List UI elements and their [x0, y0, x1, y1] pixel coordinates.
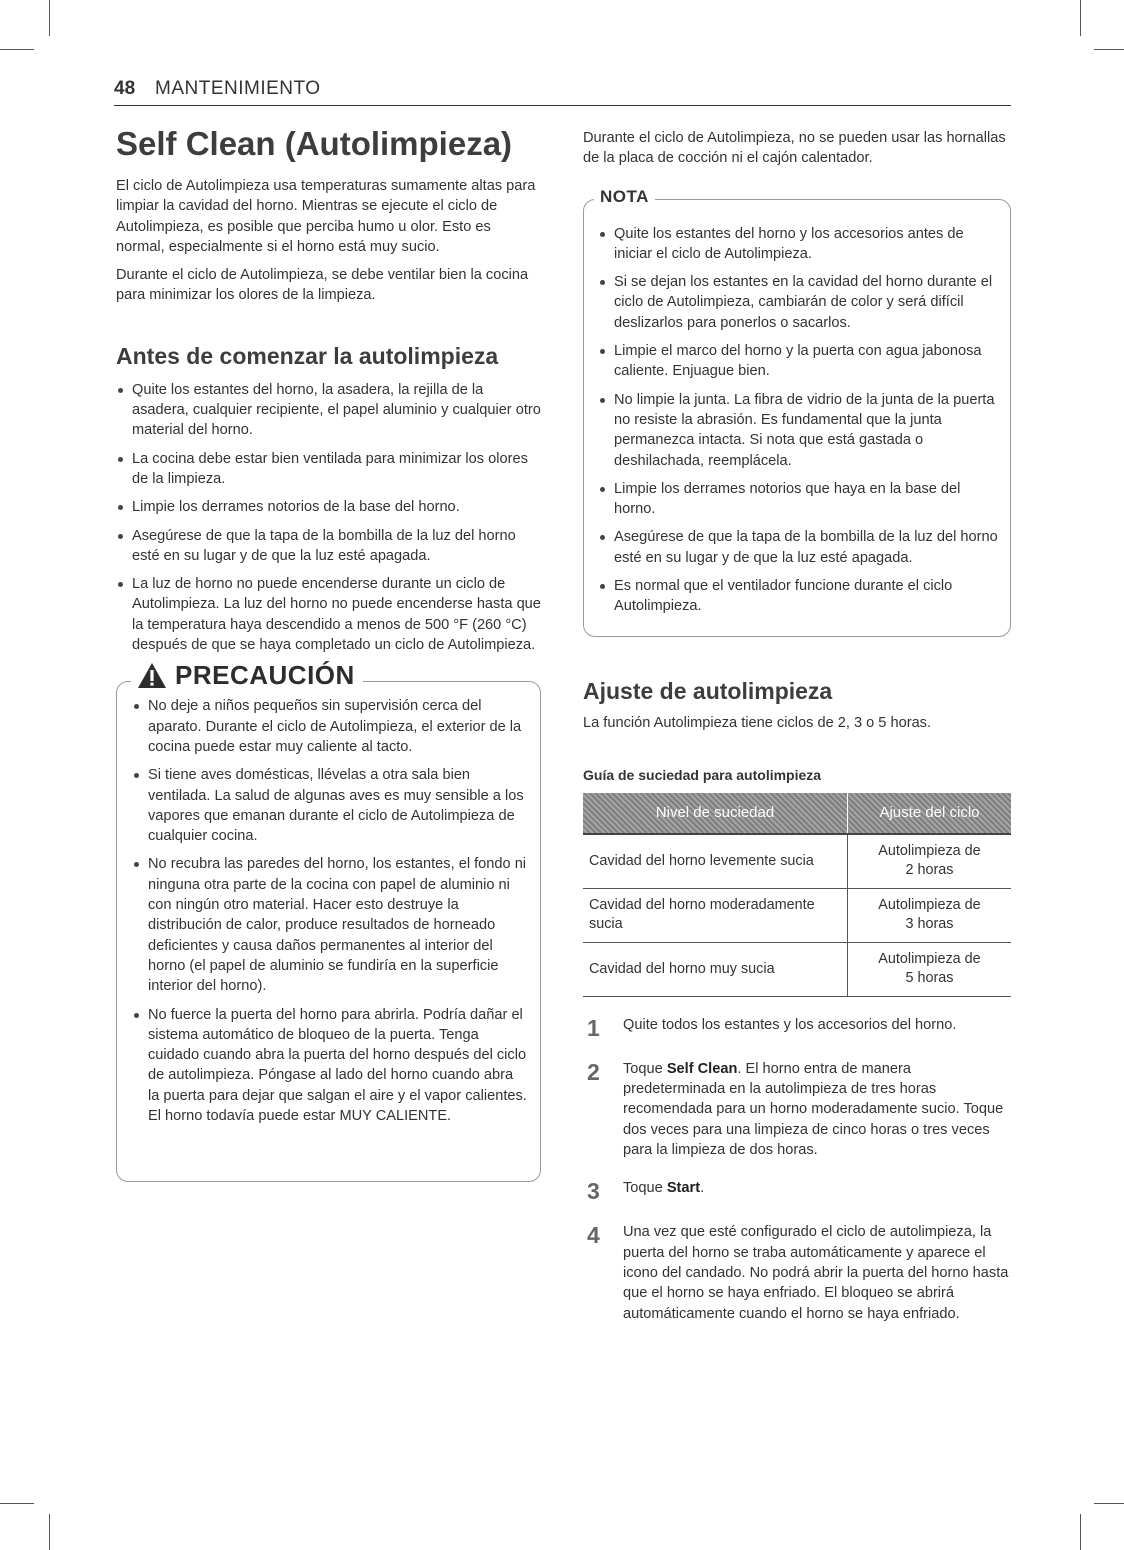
- right-intro: Durante el ciclo de Autolimpieza, no se pueden usar las hornallas de la placa de cocción ni el cajón calentador.: [583, 130, 1006, 167]
- crop-mark: [0, 1503, 34, 1504]
- list-item: Quite los estantes del horno, la asadera, la rejilla de la asadera, cualquier recipiente, el papel aluminio y cualquier otro material del horno.: [116, 380, 541, 441]
- soil-level-cell: Cavidad del horno levemente sucia: [583, 834, 848, 889]
- list-item: No deje a niños pequeños sin supervisión cerca del aparato. Durante el ciclo de Autolimpieza, el exterior de la cocina puede estar muy caliente al tacto.: [132, 696, 528, 757]
- column-header-setting: Ajuste del ciclo: [848, 793, 1012, 834]
- crop-mark: [49, 0, 50, 36]
- intro-paragraph: El ciclo de Autolimpieza usa temperaturas sumamente altas para limpiar la cavidad del horno. Mientras se ejecute el ciclo de Autolimpieza, es posible que perciba humo u olor. Esto es normal, especialmente si el horno está muy sucio.: [116, 178, 536, 255]
- list-item: No fuerce la puerta del horno para abrirla. Podría dañar el sistema automático de bloqueo de la puerta. Tenga cuidado cuando abra la puerta del horno después del ciclo de autolimpieza. Póngase al lado del horno cuando abra la puerta para dejar que salgan el aire y el vapor calientes. El horno todavía puede estar MUY CALIENTE.: [132, 1005, 528, 1127]
- list-item: Asegúrese de que la tapa de la bombilla de la luz del horno esté en su lugar y de que la luz esté apagada.: [116, 526, 541, 567]
- page-number: 48: [114, 78, 136, 99]
- section-name: MANTENIMIENTO: [155, 78, 321, 99]
- note-title: NOTA: [594, 187, 655, 207]
- step-text-part: . El horno entra de manera predeterminada en la autolimpieza de tres horas recomendada para un horno moderadamente sucio. Toque dos veces para una limpieza de cinco horas o tres veces para la limpieza de dos horas.: [623, 1060, 1004, 1159]
- guide-title: Guía de suciedad para autolimpieza: [583, 766, 822, 783]
- before-list: [116, 380, 541, 656]
- table-header-row: [583, 793, 1011, 834]
- cycle-setting-line: Autolimpieza de: [878, 951, 981, 968]
- step-text-part: Una vez que esté configurado el ciclo de autolimpieza, la puerta del horno se traba automáticamente y aparece el icono del candado. No podrá abrir la puerta del horno hasta que el horno se haya enfriado. El bloqueo se abrirá automáticamente cuando el horno se haya enfriado.: [623, 1224, 1009, 1322]
- list-item: Asegúrese de que la tapa de la bombilla de la luz del horno esté en su lugar y de que la luz esté apagada.: [598, 527, 1000, 568]
- warning-icon: [137, 662, 167, 689]
- cycle-setting-line: Autolimpieza de: [878, 897, 981, 914]
- list-item: La luz de horno no puede encenderse durante un ciclo de Autolimpieza. La luz del horno no puede encenderse hasta que la temperatura haya descendido a menos de 500 °F (260 °C) después de que se haya completado un ciclo de Autolimpieza.: [116, 574, 541, 655]
- right-column: [583, 128, 1011, 1342]
- note-list: [598, 224, 1000, 625]
- cycle-setting-cell: [848, 834, 1012, 889]
- table-row: [583, 834, 1011, 889]
- step-text: [623, 1015, 1011, 1041]
- step-text-part: Quite todos los estantes y los accesorios del horno.: [623, 1016, 957, 1033]
- step-text-part: Toque: [623, 1180, 667, 1197]
- crop-mark: [1094, 1503, 1124, 1504]
- button-label-start: Start: [666, 1180, 701, 1197]
- cycle-setting-cell: [848, 942, 1012, 996]
- caution-title: PRECAUCIÓN: [175, 660, 355, 691]
- step-text: [623, 1178, 1011, 1204]
- step-item: [583, 1015, 1011, 1041]
- list-item: No limpie la junta. La fibra de vidrio de la junta de la puerta no resiste la abrasión. Es fundamental que la junta permanezca intacta. Si nota que está gastada o deshilachada, reemplácela.: [598, 390, 1000, 471]
- crop-mark: [1080, 1514, 1081, 1550]
- soil-guide-table: [583, 793, 1011, 997]
- step-text: [623, 1059, 1011, 1160]
- caution-header: [131, 660, 363, 691]
- step-item: [583, 1059, 1011, 1160]
- step-text-part: .: [700, 1180, 705, 1197]
- cycle-setting-hours: 5 horas: [905, 970, 954, 987]
- list-item: No recubra las paredes del horno, los estantes, el fondo ni ninguna otra parte de la cocina con papel de aluminio ni con ningún otro material. Hacer esto destruye la distribución de calor, produce resultados de horneado deficientes y causa daños permanentes al interior del horno (el papel de aluminio se fundiría en la superficie interior del horno).: [132, 854, 528, 996]
- step-item: [583, 1178, 1011, 1204]
- note-box: [583, 186, 1011, 637]
- settings-heading: Ajuste de autolimpieza: [583, 677, 833, 704]
- step-text: [623, 1222, 1011, 1323]
- list-item: Limpie los derrames notorios que haya en la base del horno.: [598, 479, 1000, 520]
- intro-paragraph: Durante el ciclo de Autolimpieza, se debe ventilar bien la cocina para minimizar los olores de la limpieza.: [116, 267, 529, 304]
- list-item: Quite los estantes del horno y los accesorios antes de iniciar el ciclo de Autolimpieza.: [598, 224, 1000, 265]
- crop-mark: [0, 49, 34, 50]
- caution-list: [132, 696, 528, 1134]
- steps-list: [583, 1015, 1011, 1324]
- list-item: Es normal que el ventilador funcione durante el ciclo Autolimpieza.: [598, 576, 1000, 617]
- list-item: La cocina debe estar bien ventilada para minimizar los olores de la limpieza.: [116, 449, 541, 490]
- page-title: Self Clean (Autolimpieza): [116, 125, 513, 162]
- step-number: 3: [587, 1178, 600, 1205]
- soil-level-cell: Cavidad del horno muy sucia: [583, 942, 848, 996]
- step-text-part: Toque: [623, 1060, 667, 1077]
- before-heading: Antes de comenzar la autolimpieza: [116, 342, 499, 369]
- table-row: [583, 888, 1011, 942]
- soil-level-cell: Cavidad del horno moderadamente sucia: [583, 888, 848, 942]
- step-number: 1: [587, 1014, 600, 1041]
- crop-mark: [49, 1514, 50, 1550]
- column-header-level: Nivel de suciedad: [583, 793, 848, 834]
- step-number: 4: [587, 1222, 600, 1249]
- list-item: Limpie los derrames notorios de la base del horno.: [116, 497, 541, 517]
- page-header: [114, 76, 1011, 106]
- left-column: [116, 124, 541, 1182]
- crop-mark: [1080, 0, 1081, 36]
- step-number: 2: [587, 1058, 600, 1085]
- table-row: [583, 942, 1011, 996]
- cycle-setting-cell: [848, 888, 1012, 942]
- list-item: Si tiene aves domésticas, llévelas a otra sala bien ventilada. La salud de algunas aves es muy sensible a los vapores que emanan durante el ciclo de Autolimpieza de cualquier cocina.: [132, 765, 528, 846]
- settings-intro: La función Autolimpieza tiene ciclos de 2, 3 o 5 horas.: [583, 714, 932, 731]
- cycle-setting-hours: 3 horas: [905, 916, 954, 933]
- button-label-self-clean: Self Clean: [666, 1060, 738, 1077]
- cycle-setting-hours: 2 horas: [905, 862, 954, 879]
- list-item: Limpie el marco del horno y la puerta con agua jabonosa caliente. Enjuague bien.: [598, 341, 1000, 382]
- step-item: [583, 1222, 1011, 1323]
- caution-box: [116, 660, 541, 1182]
- crop-mark: [1094, 49, 1124, 50]
- cycle-setting-line: Autolimpieza de: [878, 843, 981, 860]
- list-item: Si se dejan los estantes en la cavidad del horno durante el ciclo de Autolimpieza, cambiarán de color y será difícil deslizarlos para ponerlos o sacarlos.: [598, 272, 1000, 333]
